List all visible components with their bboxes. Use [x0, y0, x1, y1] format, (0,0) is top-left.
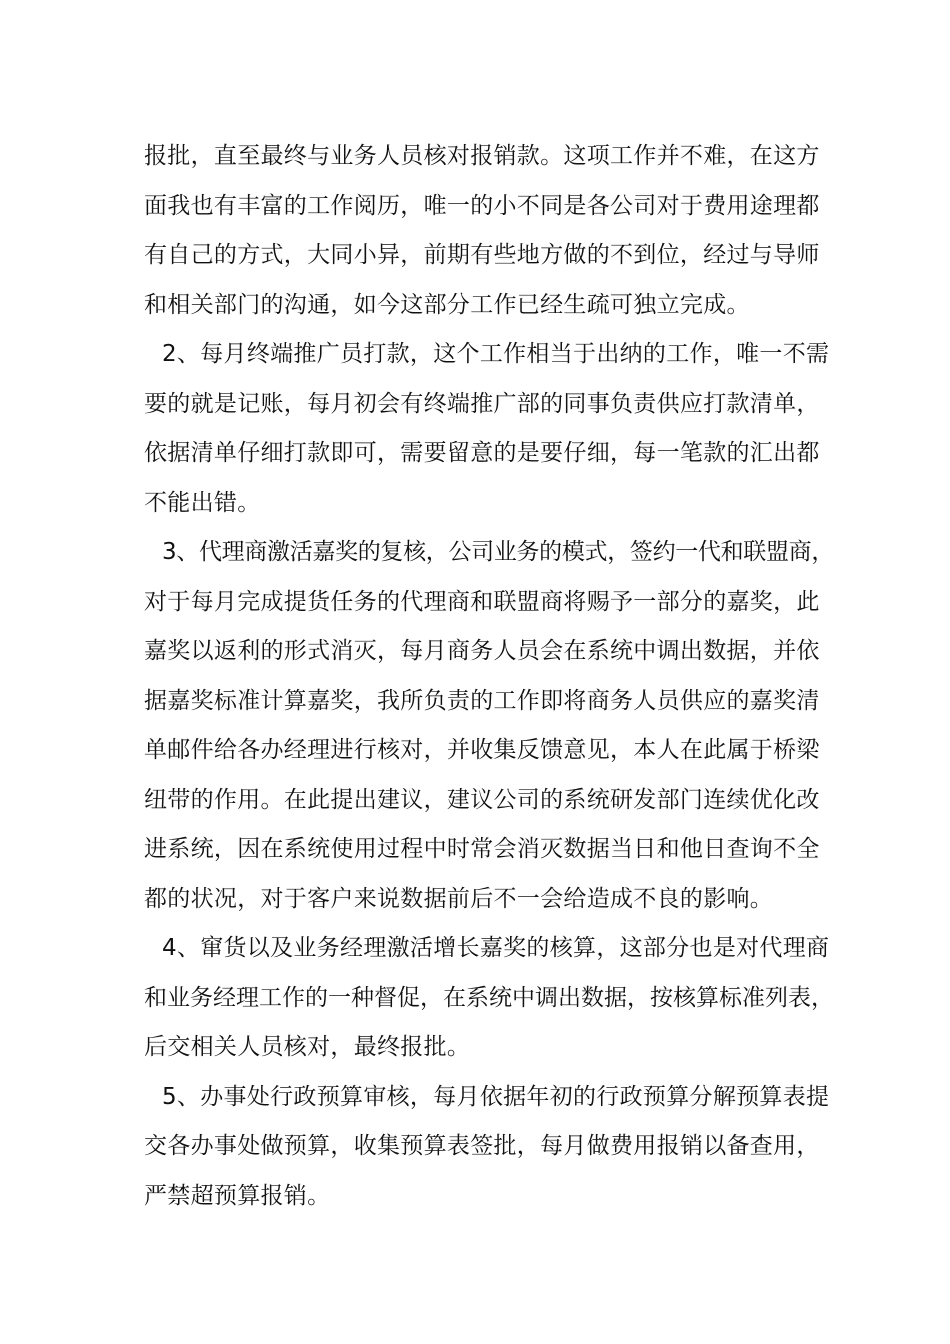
text-line: 依据清单仔细打款即可，需要留意的是要仔细，每一笔款的汇出都 — [144, 440, 820, 466]
text-line: 4、窜货以及业务经理激活增长嘉奖的核算，这部分也是对代理商 — [162, 935, 830, 961]
text-line: 报批，直至最终与业务人员核对报销款。这项工作并不难，在这方 — [144, 143, 820, 169]
text-line: 进系统，因在系统使用过程中时常会消灭数据当日和他日查询不全 — [144, 836, 820, 862]
paragraph — [144, 924, 834, 1073]
text-line: 交各办事处做预算，收集预算表签批，每月做费用报销以备查用， — [144, 1133, 820, 1159]
text-line: 据嘉奖标准计算嘉奖，我所负责的工作即将商务人员供应的嘉奖清 — [144, 687, 820, 714]
text-line: 嘉奖以返利的形式消灭，每月商务人员会在系统中调出数据，并依 — [144, 638, 820, 664]
text-line: 3、代理商激活嘉奖的复核，公司业务的模式，签约一代和联盟商， — [162, 539, 834, 565]
text-line: 有自己的方式，大同小异，前期有些地方做的不到位，经过与导师 — [144, 242, 820, 268]
text-line: 和相关部门的沟通，如今这部分工作已经生疏可独立完成。 — [144, 291, 750, 318]
text-line: 严禁超预算报销。 — [144, 1182, 331, 1209]
text-line: 面我也有丰富的工作阅历，唯一的小不同是各公司对于费用途理都 — [144, 192, 820, 219]
paragraph — [144, 330, 828, 528]
text-line: 不能出错。 — [144, 489, 261, 516]
text-line: 5、办事处行政预算审核，每月依据年初的行政预算分解预算表提 — [162, 1083, 830, 1110]
text-line: 纽带的作用。在此提出建议，建议公司的系统研发部门连续优化改 — [144, 786, 820, 813]
text-line: 对于每月完成提货任务的代理商和联盟商将赐予一部分的嘉奖，此 — [144, 588, 820, 615]
text-line: 2、每月终端推广员打款，这个工作相当于出纳的工作，唯一不需 — [162, 341, 830, 367]
text-line: 都的状况，对于客户来说数据前后不一会给造成不良的影响。 — [144, 885, 774, 912]
document-body — [144, 132, 834, 1221]
text-line: 后交相关人员核对，最终报批。 — [144, 1034, 471, 1060]
text-line: 要的就是记账，每月初会有终端推广部的同事负责供应打款清单， — [144, 390, 820, 417]
paragraph — [144, 528, 834, 924]
text-line: 单邮件给各办经理进行核对，并收集反馈意见，本人在此属于桥梁 — [144, 737, 820, 763]
text-line: 和业务经理工作的一种督促，在系统中调出数据，按核算标准列表， — [144, 984, 834, 1011]
paragraph — [144, 1073, 828, 1222]
paragraph — [144, 132, 828, 330]
